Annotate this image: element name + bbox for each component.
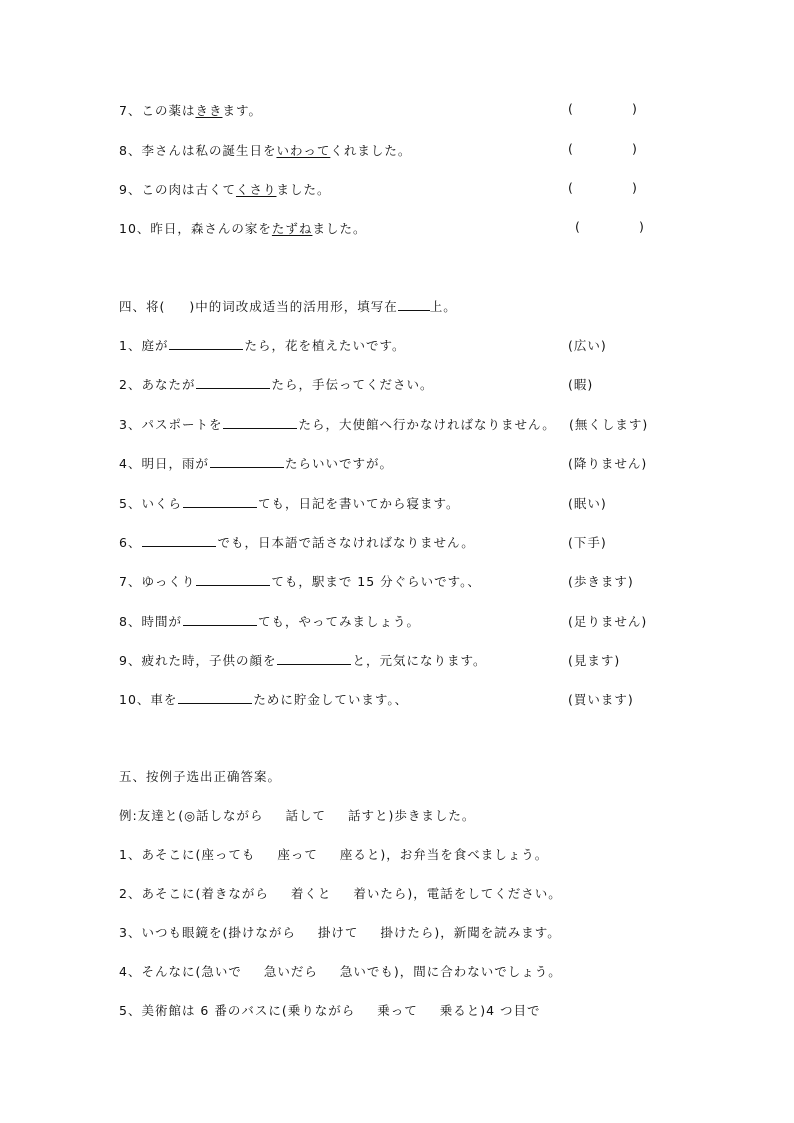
item-text: 1、庭が [119,338,169,353]
item-text: 昨日，森さんの家を [150,221,272,236]
answer-bracket-open: ( [568,141,573,156]
hint-word: (眠い) [568,496,607,511]
option-text: 話すと)歩きました。 [348,808,476,823]
item-text: と，元気になります。 [352,653,487,668]
underlined-word: くさり [235,182,277,197]
answer-bracket-close: ) [639,219,644,234]
s4-item-2 [119,375,433,393]
fill-blank[interactable] [183,614,257,626]
s4-item-10 [119,690,408,708]
fill-blank[interactable] [183,496,257,508]
s4-item-9 [119,651,486,669]
underlined-word: きき [195,103,223,118]
item-text: この肉は古くて [141,182,236,197]
s3-item-10 [119,219,366,237]
fill-blank[interactable] [196,574,270,586]
s4-item-6 [119,533,475,551]
hint-word: (見ます) [568,653,621,668]
option-text[interactable]: 座って [277,847,318,862]
fill-blank[interactable] [277,653,351,665]
s4-item-3 [119,415,556,433]
item-text: 2、あなたが [119,377,196,392]
item-text: ました。 [276,182,331,197]
title-part: )中的词改成适当的活用形，填写在 [189,299,398,314]
answer-bracket-close: ) [632,141,637,156]
item-number: 9、 [119,182,142,197]
hint-word: (暇) [568,377,594,392]
s5-item-4 [119,962,562,980]
s4-item-5 [119,494,459,512]
item-text: ても，やってみましょう。 [257,614,420,629]
s3-item-8 [119,141,411,159]
item-number: 7、 [119,103,142,118]
s4-item-7 [119,572,481,590]
s5-item-5 [119,1001,541,1019]
option-text[interactable]: 2、あそこに(着きながら [119,886,269,901]
item-text: 8、時間が [119,614,182,629]
option-text[interactable]: 掛けて [317,925,359,940]
fill-blank[interactable] [169,338,243,350]
item-text: 9、疲れた時，子供の顔を [119,653,277,668]
item-text: 7、ゆっくり [119,574,196,589]
item-text: 李さんは私の誕生日を [141,143,277,158]
s5-item-3 [119,923,561,941]
option-text[interactable]: 3、いつも眼鏡を(掛けながら [119,925,296,940]
item-text: ても，日記を書いてから寝ます。 [257,496,460,511]
option-text[interactable]: 掛けたら)，新聞を読みます。 [380,925,561,940]
fill-blank[interactable] [142,535,216,547]
item-text: 4、明日，雨が [119,456,209,471]
option-text: 話して [285,808,327,823]
fill-blank[interactable] [223,417,297,429]
option-text[interactable]: 乗って [377,1003,418,1018]
item-text: ます。 [222,103,262,118]
hint-word: (足りません) [568,614,648,629]
s4-item-8 [119,612,420,630]
answer-bracket-open: ( [575,219,580,234]
hint-word: (無くします) [569,417,649,432]
answer-bracket-close: ) [632,101,637,116]
item-text: たらいいですが。 [284,456,393,471]
s3-item-9 [119,180,331,198]
s4-item-1 [119,336,405,354]
item-number: 10、 [119,221,151,236]
option-text[interactable]: 急いだら [263,964,318,979]
item-text: たら，大使館へ行かなければなりません。 [298,417,556,432]
fill-blank[interactable] [196,377,270,389]
hint-word: (降りません) [568,456,648,471]
item-text: ために貯金しています。、 [253,692,409,707]
item-text: たら，手伝ってください。 [271,377,434,392]
option-text[interactable]: 1、あそこに(座っても [119,847,256,862]
item-text: この薬は [141,103,196,118]
s5-item-1 [119,845,548,863]
item-text: ても，駅まで 15 分ぐらいです。、 [271,574,481,589]
item-text: でも，日本語で話さなければなりません。 [217,535,475,550]
s5-item-2 [119,884,562,902]
s4-item-4 [119,454,393,472]
option-text[interactable]: 急いでも)，間に合わないでしょう。 [339,964,562,979]
title-part: 四、将( [119,299,166,314]
s5-example [119,806,475,824]
item-text: ました。 [312,221,367,236]
item-text: 3、パスポートを [119,417,223,432]
answer-bracket-open: ( [568,101,573,116]
option-text[interactable]: 5、美術館は 6 番のバスに(乗りながら [119,1003,356,1018]
hint-word: (歩きます) [568,574,634,589]
answer-bracket-close: ) [632,180,637,195]
section5-title: 五、按例子选出正确答案。 [119,769,282,784]
hint-word: (買います) [568,692,634,707]
option-text[interactable]: 乗ると)4 つ目で [439,1003,541,1018]
option-text[interactable]: 着くと [290,886,332,901]
blank-line [398,299,430,311]
option-text[interactable]: 座ると)，お弁当を食べましょう。 [339,847,549,862]
section4-title [119,297,457,315]
item-text: 6、 [119,535,142,550]
s3-item-7 [119,101,262,119]
option-text[interactable]: 4、そんなに(急いで [119,964,242,979]
answer-bracket-open: ( [568,180,573,195]
item-text: くれました。 [330,143,412,158]
underlined-word: たずね [271,221,313,236]
option-text[interactable]: 着いたら)，電話をしてください。 [353,886,562,901]
option-text: 例:友達と(◎話しながら [119,808,264,823]
fill-blank[interactable] [210,456,284,468]
fill-blank[interactable] [178,692,252,704]
hint-word: (広い) [568,338,607,353]
underlined-word: いわって [276,143,331,158]
title-part: 上。 [429,299,457,314]
item-text: 10、車を [119,692,178,707]
hint-word: (下手) [568,535,607,550]
item-number: 8、 [119,143,142,158]
item-text: 5、いくら [119,496,182,511]
item-text: たら，花を植えたいです。 [244,338,406,353]
